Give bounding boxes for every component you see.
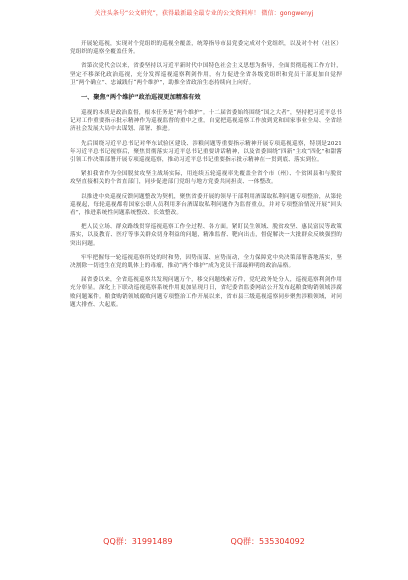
paragraph: 届省委以来，全省巡视巡察共发现问题万个，移交问题线索万件，党纪政务处分人，巡视巡察利剑作用充分彰显。深化上下联动巡视巡察系统作用更加显现月日，省纪委省监委网站公开发布起粮食购销领域涉腐败问题案件。粮食购销领域腐败问题专项整治工作开展以来，省市县三级巡视巡察同步聚焦涉粮领域，对问题大排查、大起底。 (70, 277, 342, 308)
paragraph: 把人民立场、群众路线贯穿巡视巡察工作全过程、各方面。紧盯民生领域、脱贫攻坚、惠民富民等政策落实，以及教育、医疗等事关群众切身利益的问题，精准监督、靶向出击，督促解决一大批群众反映强烈的突出问题。 (70, 224, 342, 247)
paragraph: 以推进中央巡视反馈问题整改为契机，聚焦省委开展的领导干部利用酒谋取私利问题专项整治，从第轮巡视起，每轮巡视都将国家公职人员利用茅台酒谋取私利问题作为监督重点，并对专项整治情况开展“回头看”，推进系统性问题系统整改、长效整改。 (70, 193, 342, 217)
paragraph: 省第次党代会以来，省委坚持以习近平新时代中国特色社会主义思想为指导，全面贯彻巡视工作方针，坚定不移深化政治巡视，充分发挥巡视巡察利剑作用，有力促进全省各级党组织和党员干部更加自觉捍卫“两个确立”、忠诚践行“两个维护”，助推全省政治生态持续向上向好。 (70, 63, 342, 86)
paragraph: 牢牢把握每一轮巡视巡察所处的时和势，因势而谋、应势而动，全力保障党中央决策部署落地落实，坚决割除一切违生在党的肌体上的毒瘤，推动“两个维护”成为党员干部最鲜明的政治品格。 (70, 254, 342, 270)
paragraph: 紧扣我省作为全国脱贫攻坚主战场实际，用连续五轮巡视率先覆盖全省个市（州）、个贫困县和与脱贫攻坚直接相关的个省直部门，同步促进部门党组与地方党委共同担责、一体整改。 (70, 171, 342, 186)
header-banner: 关注头条号“公文研究”，获得最新最全最专业的公文资料库！ 微信：gongwenyj (94, 10, 314, 17)
paragraph: 先后围绕习近平总书记对华东试验区建设、涉粮问题等重要指示精神开展专项巡视巡察，特别是2021年习近平总书记视察后，聚焦贯彻落实习近平总书记重要讲话精神，以及省委围绕“四新”主攻“四化”和甜酱引领工作决策部署开展专项巡视巡察，推动习近平总书记重要指示批示精神在一贯到底、落实到位。 (70, 140, 342, 164)
document-body (70, 40, 342, 315)
section-heading: 一、聚焦“两个维护”政治巡视更加精准有效 (81, 94, 201, 102)
paragraph: 开展轮巡视，实现对个党组织的巡视全覆盖，统筹指导市县党委完成对个党组织，以及对个村（社区）党组织的巡察全覆盖任务。 (70, 41, 342, 56)
footer-qq-group-2: QQ群：535304092 (230, 537, 305, 546)
footer (0, 537, 408, 547)
paragraph: 巡视的本质是政治监督，根本任务是“两个维护”。十二届省委始终围绕“国之大者”，坚持把习近平总书记对工作重要指示批示精神作为巡视监督的重中之重，自觉把巡视巡察工作放到党和国家事业全局、全省经济社会发展大局中去谋划、部署、推进。 (70, 110, 342, 133)
footer-qq-group-1: QQ群：31991489 (103, 537, 173, 546)
